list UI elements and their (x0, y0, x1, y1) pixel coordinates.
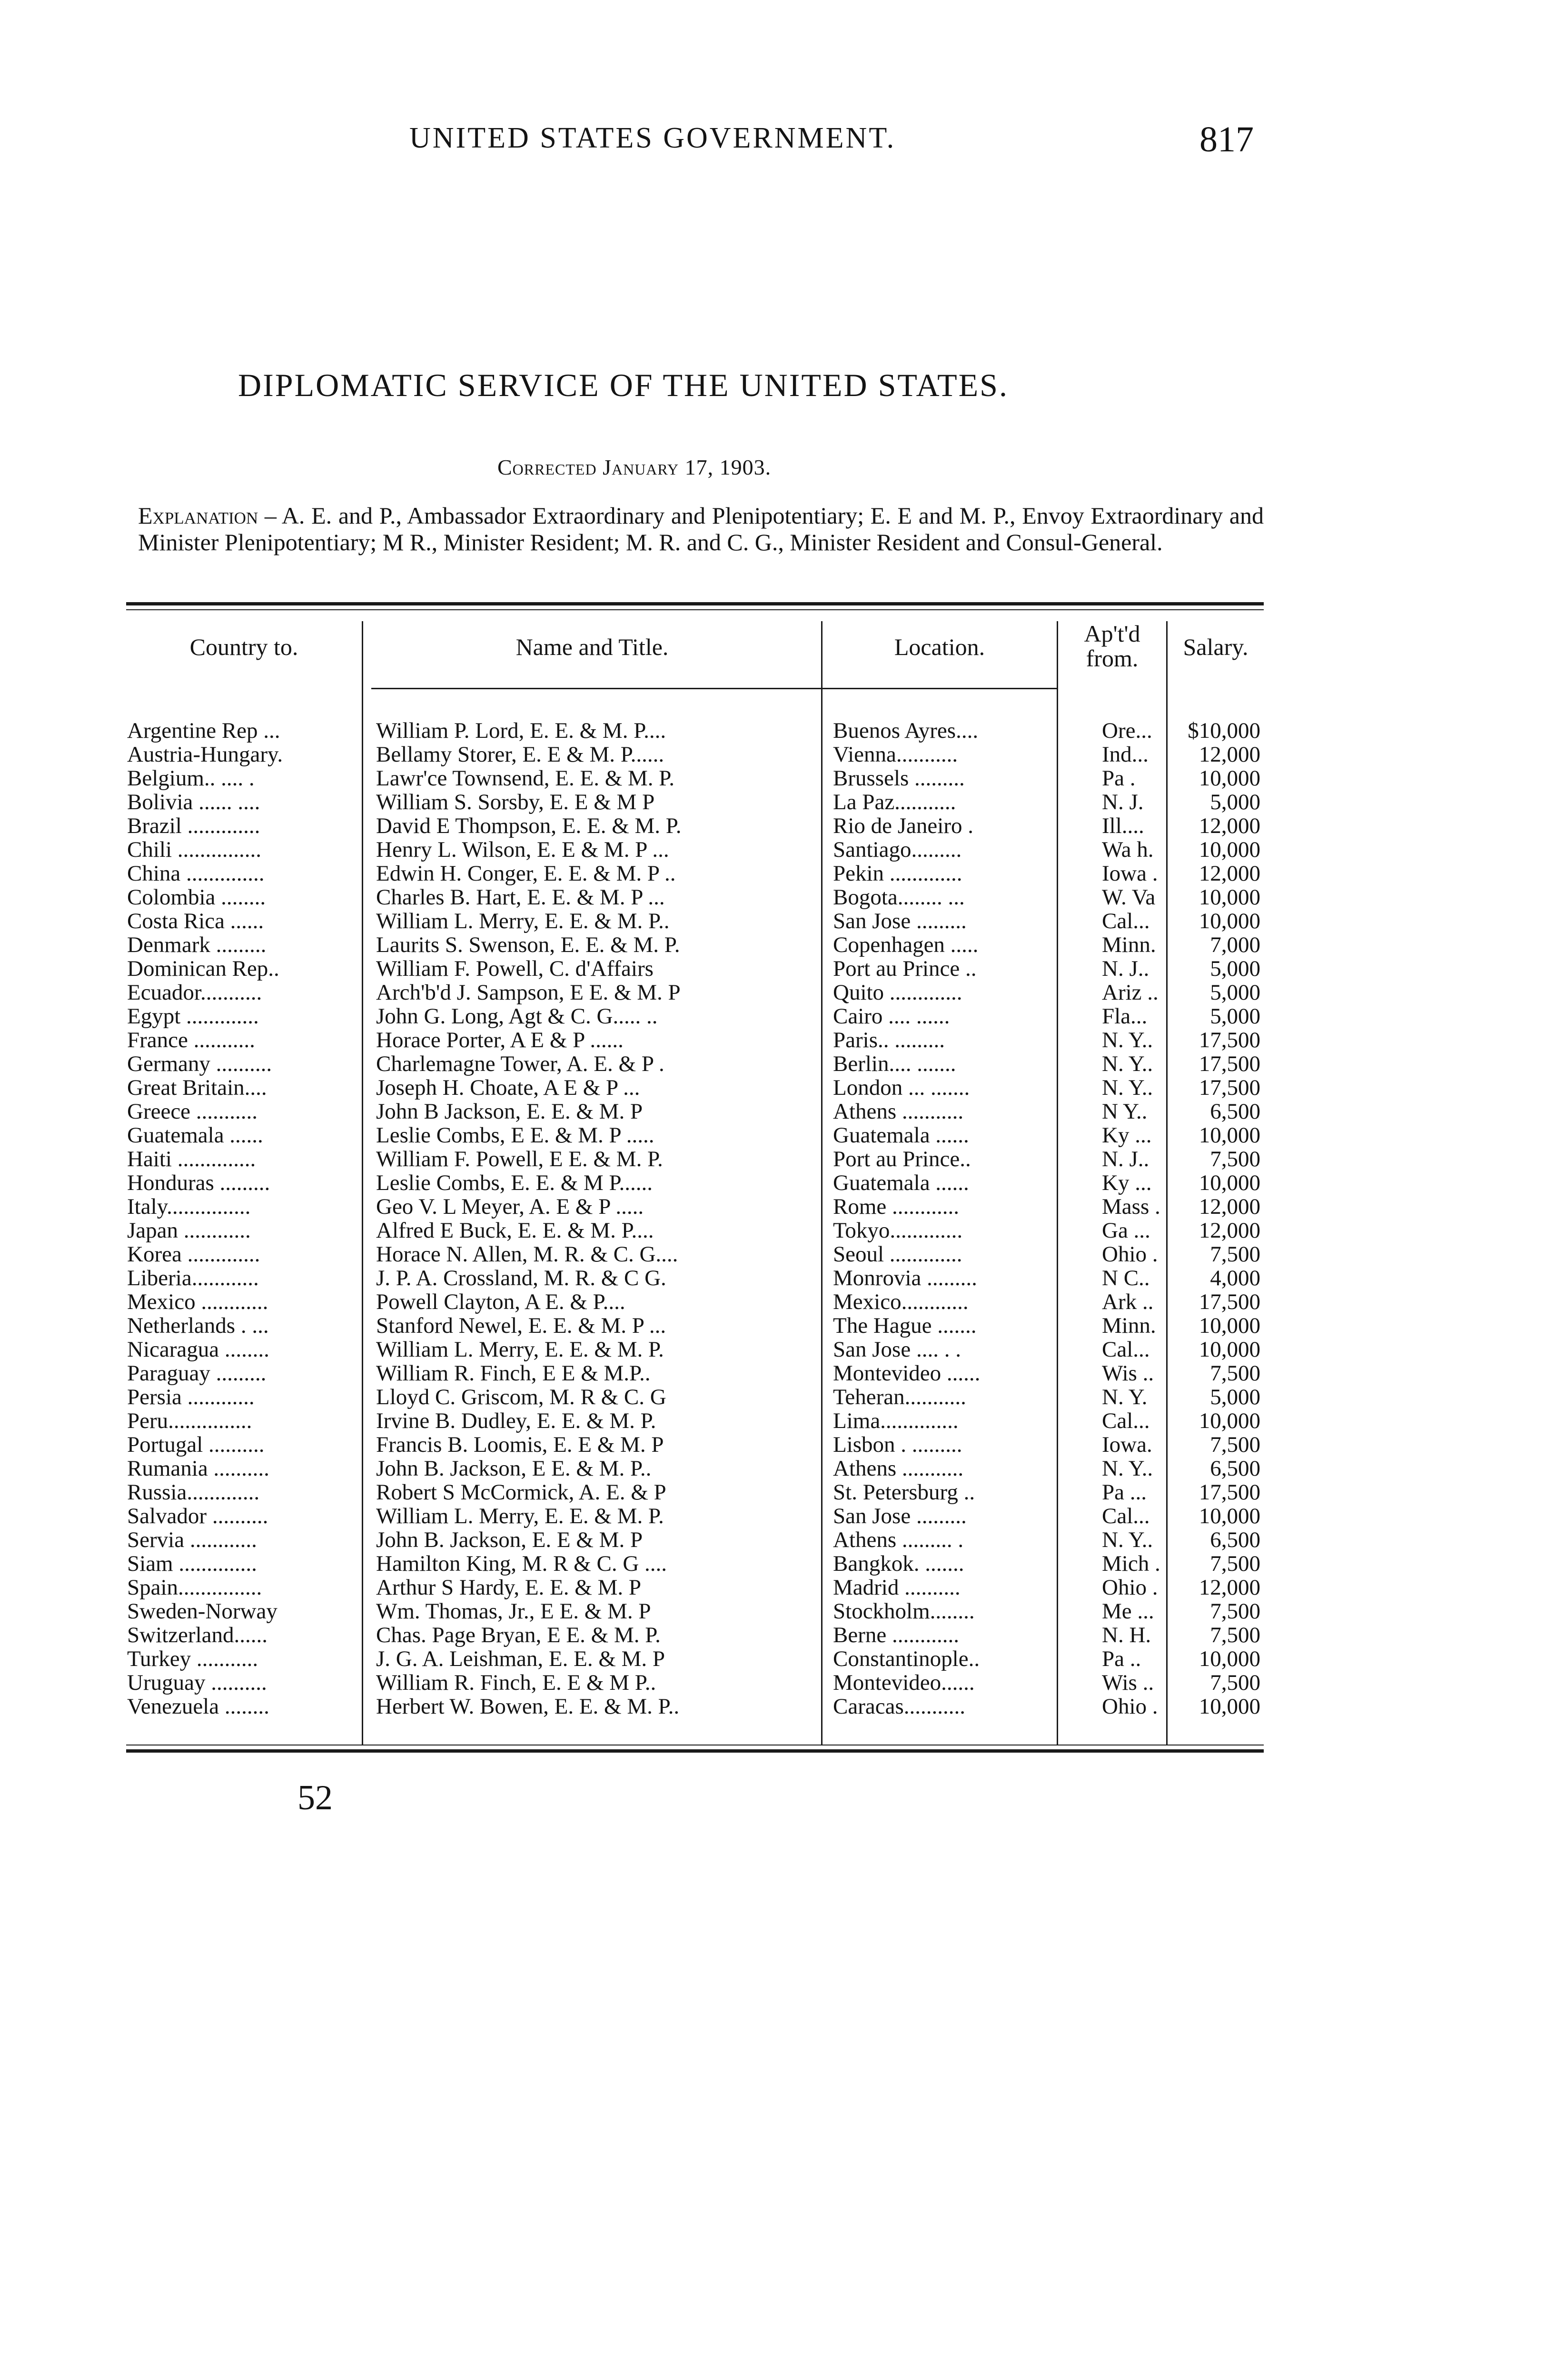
table-row (126, 1552, 1264, 1576)
header-underline (371, 688, 821, 689)
cell-from: Fla... (1102, 1004, 1148, 1028)
cell-from: Mass . (1102, 1195, 1160, 1219)
cell-from: N Y.. (1102, 1100, 1148, 1123)
table-row (126, 766, 1264, 790)
table-bottom-rule-thick (126, 1749, 1264, 1753)
cell-from: Ky ... (1102, 1171, 1152, 1195)
cell-location: La Paz........... (833, 790, 956, 814)
cell-country: Italy............... (127, 1195, 251, 1219)
signature-mark: 52 (297, 1778, 333, 1817)
cell-salary: 17,500 (1199, 1052, 1260, 1076)
cell-salary: 12,000 (1199, 1195, 1260, 1219)
cell-salary: 10,000 (1199, 766, 1260, 790)
table-row (126, 1052, 1264, 1076)
cell-name: Powell Clayton, A E. & P.... (376, 1290, 625, 1314)
cell-name: Leslie Combs, E E. & M. P ..... (376, 1123, 654, 1147)
cell-salary: 5,000 (1210, 981, 1260, 1004)
cell-salary: 17,500 (1199, 1028, 1260, 1052)
cell-country: Netherlands . ... (127, 1314, 269, 1338)
table-row (126, 1028, 1264, 1052)
cell-salary: 17,500 (1199, 1480, 1260, 1504)
table-row (126, 1195, 1264, 1219)
cell-country: Guatemala ...... (127, 1123, 263, 1147)
cell-country: Venezuela ........ (127, 1695, 269, 1718)
cell-country: Paraguay ......... (127, 1361, 267, 1385)
cell-location: San Jose .... . . (833, 1338, 961, 1361)
cell-country: Korea ............. (127, 1242, 260, 1266)
cell-from: Ark .. (1102, 1290, 1154, 1314)
cell-location: Stockholm........ (833, 1599, 975, 1623)
column-header-location: Location. (894, 634, 985, 660)
cell-name: J. G. A. Leishman, E. E. & M. P (376, 1647, 665, 1671)
cell-location: Port au Prince .. (833, 957, 977, 981)
cell-location: Athens ........... (833, 1100, 964, 1123)
cell-name: Stanford Newel, E. E. & M. P ... (376, 1314, 666, 1338)
cell-name: William S. Sorsby, E. E & M P (376, 790, 655, 814)
cell-salary: 10,000 (1199, 1123, 1260, 1147)
cell-location: Santiago......... (833, 838, 962, 862)
cell-name: Arch'b'd J. Sampson, E E. & M. P (376, 981, 681, 1004)
cell-salary: 5,000 (1210, 957, 1260, 981)
cell-name: William L. Merry, E. E. & M. P. (376, 1504, 664, 1528)
cell-location: Rome ............ (833, 1195, 960, 1219)
cell-country: Mexico ............ (127, 1290, 268, 1314)
table-row (126, 1004, 1264, 1028)
cell-country: Turkey ........... (127, 1647, 258, 1671)
cell-name: William P. Lord, E. E. & M. P.... (376, 719, 666, 743)
cell-name: Bellamy Storer, E. E & M. P...... (376, 743, 664, 766)
cell-from: N C.. (1102, 1266, 1150, 1290)
cell-location: Berlin.... ....... (833, 1052, 956, 1076)
table-row (126, 838, 1264, 862)
cell-location: Berne ............ (833, 1623, 959, 1647)
cell-country: Great Britain.... (127, 1076, 267, 1100)
table-row (126, 814, 1264, 838)
cell-country: Colombia ........ (127, 885, 266, 909)
cell-from: Pa .. (1102, 1647, 1141, 1671)
cell-salary: 7,500 (1210, 1433, 1260, 1457)
cell-from: N. Y.. (1102, 1528, 1153, 1552)
cell-name: Lloyd C. Griscom, M. R & C. G (376, 1385, 666, 1409)
cell-from: Cal... (1102, 1504, 1150, 1528)
table-row (126, 909, 1264, 933)
table-row (126, 1409, 1264, 1433)
cell-country: Japan ............ (127, 1219, 251, 1242)
cell-name: Robert S McCormick, A. E. & P (376, 1480, 666, 1504)
column-header-from-line1: Ap't'd (1084, 620, 1140, 647)
table-row (126, 1623, 1264, 1647)
column-header-appointed-from (1058, 621, 1166, 671)
cell-name: John B. Jackson, E. E & M. P (376, 1528, 643, 1552)
cell-location: Athens ........... (833, 1457, 964, 1480)
cell-salary: 10,000 (1199, 1314, 1260, 1338)
cell-from: N. H. (1102, 1623, 1151, 1647)
cell-location: Monrovia ......... (833, 1266, 977, 1290)
table-row (126, 1361, 1264, 1385)
table-row (126, 1576, 1264, 1599)
cell-salary: 7,500 (1210, 1147, 1260, 1171)
table-row (126, 1290, 1264, 1314)
table-row (126, 1480, 1264, 1504)
cell-salary: 7,500 (1210, 1552, 1260, 1576)
cell-salary: 10,000 (1199, 909, 1260, 933)
cell-salary: 5,000 (1210, 790, 1260, 814)
cell-location: Lisbon . ......... (833, 1433, 962, 1457)
cell-name: William R. Finch, E E & M.P.. (376, 1361, 651, 1385)
table-row (126, 790, 1264, 814)
cell-name: Chas. Page Bryan, E E. & M. P. (376, 1623, 661, 1647)
cell-salary: 7,500 (1210, 1623, 1260, 1647)
cell-country: Peru............... (127, 1409, 252, 1433)
cell-location: Bangkok. ....... (833, 1552, 964, 1576)
cell-salary: 12,000 (1199, 862, 1260, 885)
cell-from: Ore... (1102, 719, 1152, 743)
table-row (126, 862, 1264, 885)
cell-location: Tokyo............. (833, 1219, 963, 1242)
explanation-paragraph (138, 502, 1264, 555)
column-header-salary: Salary. (1183, 634, 1249, 660)
cell-salary: 5,000 (1210, 1004, 1260, 1028)
table-row (126, 1100, 1264, 1123)
cell-salary: 12,000 (1199, 743, 1260, 766)
column-header-name: Name and Title. (515, 634, 669, 660)
table-row (126, 1599, 1264, 1623)
cell-salary: 10,000 (1199, 838, 1260, 862)
cell-name: Hamilton King, M. R & C. G .... (376, 1552, 667, 1576)
cell-location: Madrid .......... (833, 1576, 961, 1599)
cell-name: John G. Long, Agt & C. G..... .. (376, 1004, 658, 1028)
cell-salary: 6,500 (1210, 1457, 1260, 1480)
cell-salary: $10,000 (1188, 719, 1260, 743)
cell-from: N. Y.. (1102, 1052, 1153, 1076)
cell-name: Arthur S Hardy, E. E. & M. P (376, 1576, 642, 1599)
cell-country: Servia ............ (127, 1528, 257, 1552)
cell-from: N. Y.. (1102, 1076, 1153, 1100)
table-row (126, 1504, 1264, 1528)
cell-salary: 10,000 (1199, 1338, 1260, 1361)
cell-from: Iowa . (1102, 862, 1158, 885)
cell-country: Salvador .......... (127, 1504, 268, 1528)
cell-salary: 10,000 (1199, 1409, 1260, 1433)
cell-country: Dominican Rep.. (127, 957, 279, 981)
cell-from: Ohio . (1102, 1695, 1158, 1718)
cell-from: Ohio . (1102, 1576, 1158, 1599)
column-header-from-line2: from. (1086, 645, 1139, 672)
table-row (126, 1123, 1264, 1147)
table-row (126, 1695, 1264, 1718)
cell-country: Austria-Hungary. (127, 743, 283, 766)
cell-country: Bolivia ...... .... (127, 790, 260, 814)
running-head: UNITED STATES GOVERNMENT. (409, 122, 896, 154)
cell-location: St. Petersburg .. (833, 1480, 975, 1504)
table-top-rule-thin (126, 609, 1264, 610)
table-row (126, 1433, 1264, 1457)
table-row (126, 1671, 1264, 1695)
cell-from: Ariz .. (1102, 981, 1159, 1004)
table-top-rule-thick (126, 602, 1264, 605)
cell-name: Joseph H. Choate, A E & P ... (376, 1076, 640, 1100)
table-row (126, 1338, 1264, 1361)
cell-from: Ohio . (1102, 1242, 1158, 1266)
cell-country: Spain............... (127, 1576, 262, 1599)
cell-from: Minn. (1102, 933, 1156, 957)
cell-location: Port au Prince.. (833, 1147, 971, 1171)
cell-salary: 12,000 (1199, 814, 1260, 838)
cell-from: Minn. (1102, 1314, 1156, 1338)
cell-from: N. J.. (1102, 1147, 1150, 1171)
cell-salary: 7,500 (1210, 1599, 1260, 1623)
cell-country: Ecuador........... (127, 981, 262, 1004)
cell-location: Vienna........... (833, 743, 958, 766)
cell-location: Bogota........ ... (833, 885, 965, 909)
cell-name: William F. Powell, C. d'Affairs (376, 957, 654, 981)
cell-salary: 7,000 (1210, 933, 1260, 957)
cell-name: William F. Powell, E E. & M. P. (376, 1147, 663, 1171)
cell-from: Cal... (1102, 1338, 1150, 1361)
cell-name: Horace N. Allen, M. R. & C. G.... (376, 1242, 678, 1266)
cell-salary: 10,000 (1199, 1647, 1260, 1671)
table-row (126, 1242, 1264, 1266)
cell-country: Uruguay .......... (127, 1671, 267, 1695)
cell-name: Charlemagne Tower, A. E. & P . (376, 1052, 664, 1076)
corrected-date: Corrected January 17, 1903. (497, 455, 772, 479)
cell-name: Charles B. Hart, E. E. & M. P ... (376, 885, 665, 909)
cell-from: Mich . (1102, 1552, 1160, 1576)
cell-from: W. Va (1102, 885, 1156, 909)
cell-name: Alfred E Buck, E. E. & M. P.... (376, 1219, 654, 1242)
cell-from: N. J.. (1102, 957, 1150, 981)
cell-name: Herbert W. Bowen, E. E. & M. P.. (376, 1695, 680, 1718)
cell-from: Pa ... (1102, 1480, 1147, 1504)
cell-location: Guatemala ...... (833, 1123, 969, 1147)
cell-country: Portugal .......... (127, 1433, 265, 1457)
cell-location: Mexico............ (833, 1290, 969, 1314)
cell-salary: 7,500 (1210, 1242, 1260, 1266)
cell-from: N. Y. (1102, 1385, 1148, 1409)
cell-location: Quito ............. (833, 981, 962, 1004)
cell-location: Buenos Ayres.... (833, 719, 979, 743)
cell-from: Ill.... (1102, 814, 1144, 838)
cell-from: N. Y.. (1102, 1457, 1153, 1480)
cell-salary: 6,500 (1210, 1100, 1260, 1123)
table-row (126, 1385, 1264, 1409)
cell-salary: 10,000 (1199, 1695, 1260, 1718)
cell-name: David E Thompson, E. E. & M. P. (376, 814, 682, 838)
cell-from: Wa h. (1102, 838, 1154, 862)
cell-country: Brazil ............. (127, 814, 260, 838)
cell-name: Francis B. Loomis, E. E & M. P (376, 1433, 664, 1457)
cell-country: Germany .......... (127, 1052, 272, 1076)
cell-name: Geo V. L Meyer, A. E & P ..... (376, 1195, 644, 1219)
cell-name: William L. Merry, E. E. & M. P. (376, 1338, 664, 1361)
cell-location: Paris.. ......... (833, 1028, 945, 1052)
cell-name: John B Jackson, E. E. & M. P (376, 1100, 643, 1123)
cell-country: Honduras ......... (127, 1171, 270, 1195)
cell-salary: 4,000 (1210, 1266, 1260, 1290)
cell-name: Horace Porter, A E & P ...... (376, 1028, 624, 1052)
explanation-lead: Explanation (138, 502, 258, 529)
cell-location: London ... ....... (833, 1076, 970, 1100)
cell-name: John B. Jackson, E E. & M. P.. (376, 1457, 652, 1480)
cell-name: Irvine B. Dudley, E. E. & M. P. (376, 1409, 656, 1433)
cell-country: France ........... (127, 1028, 255, 1052)
cell-location: Teheran........... (833, 1385, 966, 1409)
table-row (126, 957, 1264, 981)
cell-location: Lima.............. (833, 1409, 959, 1433)
cell-country: Liberia............ (127, 1266, 259, 1290)
cell-country: Haiti .............. (127, 1147, 256, 1171)
cell-location: Constantinople.. (833, 1647, 980, 1671)
page-number: 817 (1199, 119, 1254, 159)
table-row (126, 1457, 1264, 1480)
cell-location: Pekin ............. (833, 862, 962, 885)
cell-name: William R. Finch, E. E & M P.. (376, 1671, 656, 1695)
cell-location: The Hague ....... (833, 1314, 977, 1338)
cell-country: Nicaragua ........ (127, 1338, 269, 1361)
table-row (126, 1314, 1264, 1338)
cell-country: Siam .............. (127, 1552, 257, 1576)
cell-salary: 10,000 (1199, 1504, 1260, 1528)
header-underline (821, 688, 1057, 689)
cell-country: Argentine Rep ... (127, 719, 280, 743)
cell-location: Montevideo...... (833, 1671, 975, 1695)
table-row (126, 743, 1264, 766)
explanation-text: – A. E. and P., Ambassador Extraordinary and Plenipotentiary; E. E and M. P., Envoy Extraordinary and Minister Plenipotentiary; M R., Minister Resident; M. R. and C. G., Minister Resident and Consul-General. (138, 502, 1264, 555)
cell-from: Wis .. (1102, 1671, 1154, 1695)
cell-country: Sweden-Norway (127, 1599, 277, 1623)
cell-from: Cal... (1102, 909, 1150, 933)
cell-location: San Jose ......... (833, 909, 967, 933)
cell-country: Chili ............... (127, 838, 262, 862)
cell-name: Wm. Thomas, Jr., E E. & M. P (376, 1599, 651, 1623)
cell-name: Edwin H. Conger, E. E. & M. P .. (376, 862, 676, 885)
table-row (126, 1219, 1264, 1242)
column-header-country: Country to. (189, 634, 298, 660)
cell-salary: 5,000 (1210, 1385, 1260, 1409)
table-row (126, 1528, 1264, 1552)
cell-location: Guatemala ...... (833, 1171, 969, 1195)
cell-location: Seoul ............. (833, 1242, 962, 1266)
cell-country: Greece ........... (127, 1100, 258, 1123)
cell-from: Ga ... (1102, 1219, 1150, 1242)
cell-country: Rumania .......... (127, 1457, 269, 1480)
table-row (126, 885, 1264, 909)
cell-salary: 10,000 (1199, 1171, 1260, 1195)
cell-location: Athens ......... . (833, 1528, 964, 1552)
cell-from: Ky ... (1102, 1123, 1152, 1147)
cell-name: Leslie Combs, E. E. & M P...... (376, 1171, 653, 1195)
cell-from: N. J. (1102, 790, 1144, 814)
cell-salary: 12,000 (1199, 1576, 1260, 1599)
page-title: DIPLOMATIC SERVICE OF THE UNITED STATES. (238, 367, 1009, 403)
cell-name: J. P. A. Crossland, M. R. & C G. (376, 1266, 666, 1290)
cell-location: Cairo .... ...... (833, 1004, 950, 1028)
cell-from: Ind... (1102, 743, 1149, 766)
table-row (126, 1076, 1264, 1100)
cell-country: Russia............. (127, 1480, 260, 1504)
cell-salary: 6,500 (1210, 1528, 1260, 1552)
table-row (126, 981, 1264, 1004)
cell-salary: 12,000 (1199, 1219, 1260, 1242)
table-row (126, 1147, 1264, 1171)
cell-location: Caracas........... (833, 1695, 965, 1718)
cell-from: Pa . (1102, 766, 1136, 790)
cell-location: Rio de Janeiro . (833, 814, 973, 838)
cell-salary: 10,000 (1199, 885, 1260, 909)
cell-country: Egypt ............. (127, 1004, 259, 1028)
cell-country: Switzerland...... (127, 1623, 268, 1647)
table-row (126, 1647, 1264, 1671)
cell-location: Montevideo ...... (833, 1361, 981, 1385)
cell-salary: 7,500 (1210, 1671, 1260, 1695)
cell-from: Wis .. (1102, 1361, 1154, 1385)
cell-country: Persia ............ (127, 1385, 255, 1409)
cell-location: Brussels ......... (833, 766, 965, 790)
cell-name: Laurits S. Swenson, E. E. & M. P. (376, 933, 680, 957)
cell-salary: 17,500 (1199, 1076, 1260, 1100)
cell-country: Belgium.. .... . (127, 766, 255, 790)
table-row (126, 933, 1264, 957)
cell-country: Costa Rica ...... (127, 909, 264, 933)
cell-from: N. Y.. (1102, 1028, 1153, 1052)
table-row (126, 719, 1264, 743)
cell-name: Henry L. Wilson, E. E & M. P ... (376, 838, 669, 862)
cell-country: China .............. (127, 862, 265, 885)
cell-name: William L. Merry, E. E. & M. P.. (376, 909, 670, 933)
cell-salary: 17,500 (1199, 1290, 1260, 1314)
cell-location: San Jose ......... (833, 1504, 967, 1528)
table-row (126, 1171, 1264, 1195)
cell-name: Lawr'ce Townsend, E. E. & M. P. (376, 766, 674, 790)
cell-from: Iowa. (1102, 1433, 1152, 1457)
cell-salary: 7,500 (1210, 1361, 1260, 1385)
cell-from: Cal... (1102, 1409, 1150, 1433)
cell-country: Denmark ......... (127, 933, 267, 957)
cell-location: Copenhagen ..... (833, 933, 979, 957)
cell-from: Me ... (1102, 1599, 1154, 1623)
table-row (126, 1266, 1264, 1290)
